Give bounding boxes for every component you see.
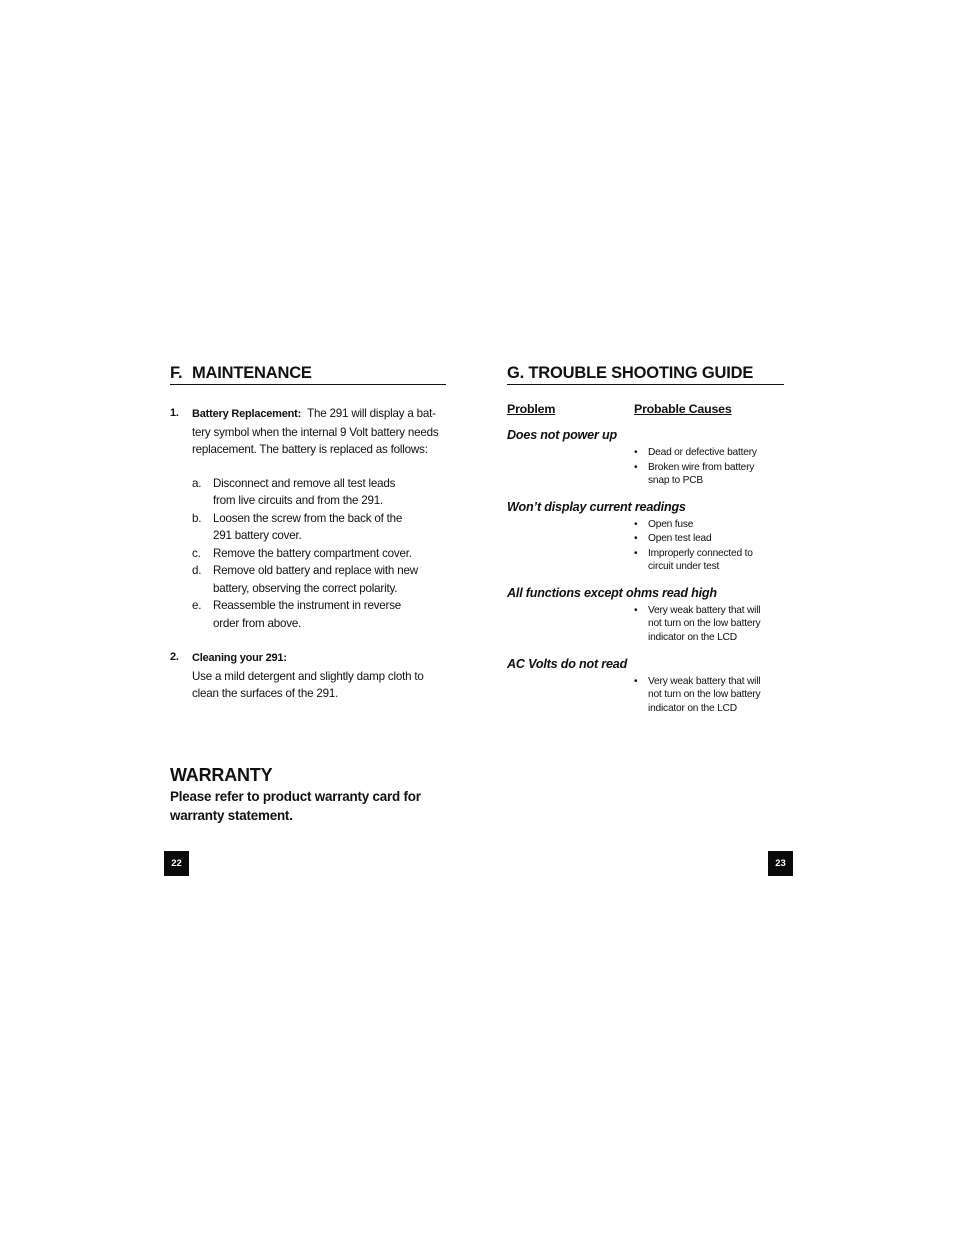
- warranty-line: warranty statement.: [170, 808, 293, 823]
- cause-item: [634, 604, 784, 645]
- step-line: Remove old battery and replace with new: [213, 564, 418, 577]
- problem-title: All functions except ohms read high: [507, 585, 717, 600]
- step-d: [192, 562, 446, 597]
- problem-title: Does not power up: [507, 428, 617, 442]
- problem-row: [507, 426, 784, 488]
- item-line: clean the surfaces of the 291.: [192, 687, 339, 700]
- cause-line: indicator on the LCD: [648, 702, 737, 714]
- warranty-line: Please refer to product warranty card for: [170, 789, 421, 804]
- problem-title: Won’t display current readings: [507, 499, 686, 514]
- cause-line: Broken wire from battery: [648, 461, 755, 473]
- cause-line: Very weak battery that will: [648, 675, 761, 687]
- maintenance-heading-title: MAINTENANCE: [192, 364, 312, 382]
- step-line: Loosen the screw from the back of the: [213, 511, 403, 525]
- cause-item: [634, 446, 784, 460]
- warranty-text: [170, 787, 460, 825]
- cause-list: [634, 675, 784, 716]
- maintenance-item-battery: [170, 405, 446, 632]
- cause-list: [634, 446, 784, 488]
- item-label: Cleaning your 291:: [192, 652, 287, 664]
- warranty-section: [170, 764, 460, 825]
- column-header-causes: Probable Causes: [634, 402, 732, 416]
- step-letter: c.: [192, 546, 201, 560]
- step-line: from live circuits and from the 291.: [213, 494, 383, 507]
- cause-line: Open test lead: [648, 533, 712, 545]
- cause-line: Very weak battery that will: [648, 604, 761, 616]
- cause-item: [634, 518, 784, 532]
- step-line: Remove the battery compartment cover.: [213, 546, 412, 560]
- item-line: replacement. The battery is replaced as follows:: [192, 443, 428, 456]
- item-line: Use a mild detergent and slightly damp cloth to: [192, 669, 424, 683]
- battery-steps: [192, 475, 446, 633]
- item-number: 1.: [170, 407, 179, 419]
- step-letter: d.: [192, 564, 202, 577]
- cause-item: [634, 675, 784, 716]
- column-header-problem: Problem: [507, 402, 556, 416]
- maintenance-heading-letter: F.: [170, 364, 183, 382]
- problem-row: [507, 498, 784, 574]
- maintenance-item-cleaning: [170, 649, 446, 703]
- step-line: Reassemble the instrument in reverse: [213, 599, 402, 612]
- cause-item: [634, 547, 784, 574]
- problem-row: [507, 584, 784, 645]
- step-a: [192, 475, 446, 510]
- cause-line: snap to PCB: [648, 475, 703, 486]
- step-line: battery, observing the correct polarity.: [213, 581, 398, 595]
- item-text: [192, 405, 446, 459]
- step-letter: b.: [192, 511, 202, 525]
- step-letter: e.: [192, 599, 202, 612]
- step-letter: a.: [192, 476, 202, 490]
- cause-line: not turn on the low battery: [648, 618, 761, 630]
- maintenance-section: [170, 364, 446, 703]
- maintenance-list: [170, 405, 446, 703]
- problem-row: [507, 655, 784, 716]
- item-number: 2.: [170, 651, 179, 663]
- step-line: order from above.: [213, 616, 302, 630]
- cause-line: Dead or defective battery: [648, 447, 757, 458]
- item-label: Battery Replacement:: [192, 408, 302, 420]
- cause-item: [634, 532, 784, 546]
- cause-item: [634, 461, 784, 488]
- troubleshooting-section: [507, 364, 784, 725]
- cause-line: Improperly connected to: [648, 547, 753, 559]
- maintenance-heading: [170, 364, 446, 385]
- step-e: [192, 597, 446, 632]
- problem-title: AC Volts do not read: [507, 656, 628, 671]
- page-number-right: 23: [768, 851, 793, 876]
- cause-list: [634, 518, 784, 574]
- step-line: 291 battery cover.: [213, 529, 302, 542]
- item-line: The 291 will display a bat-: [307, 407, 436, 420]
- item-line: tery symbol when the internal 9 Volt battery needs: [192, 425, 439, 439]
- cause-line: not turn on the low battery: [648, 689, 761, 701]
- troubleshooting-column-headers: [507, 402, 784, 422]
- step-c: [192, 545, 446, 563]
- cause-line: indicator on the LCD: [648, 631, 737, 643]
- warranty-title: WARRANTY: [170, 765, 273, 785]
- cause-line: Open fuse: [648, 518, 694, 530]
- item-text: [192, 649, 446, 703]
- step-b: [192, 510, 446, 545]
- cause-list: [634, 604, 784, 645]
- troubleshooting-heading: G. TROUBLE SHOOTING GUIDE: [507, 364, 784, 385]
- cause-line: circuit under test: [648, 561, 720, 573]
- step-line: Disconnect and remove all test leads: [213, 476, 396, 490]
- page-number-left: 22: [164, 851, 189, 876]
